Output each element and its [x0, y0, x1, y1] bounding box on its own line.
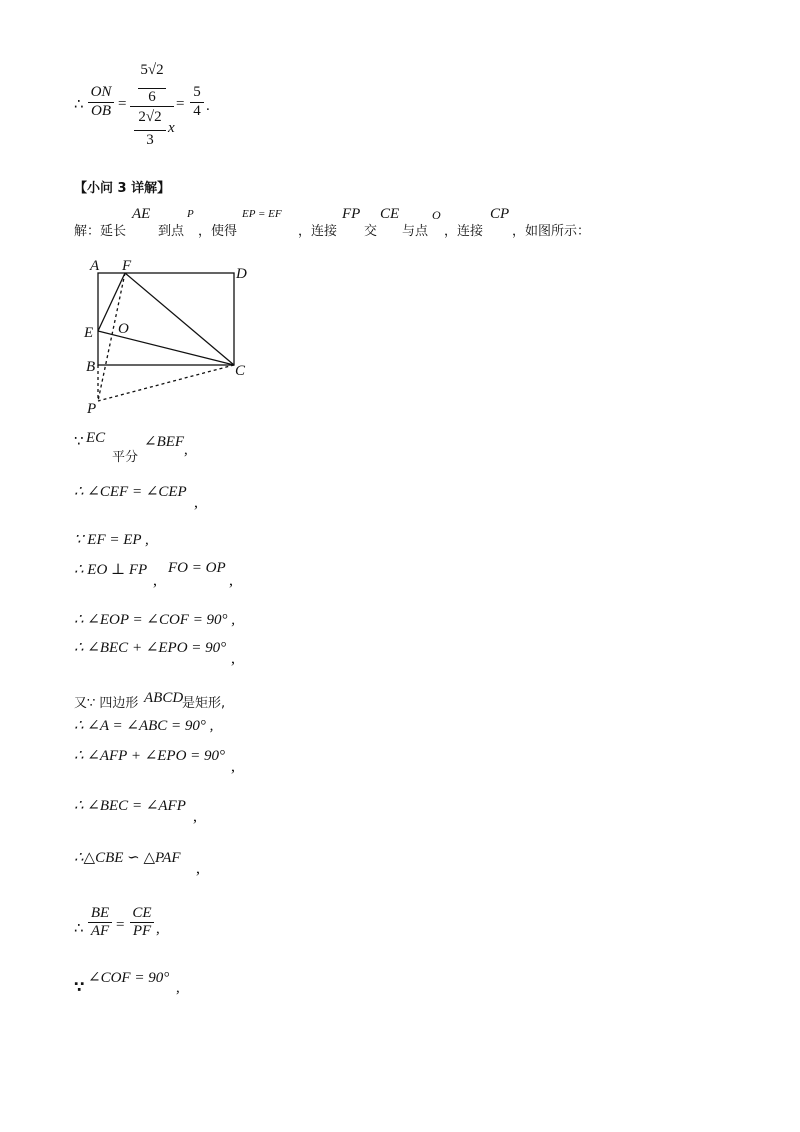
- section-title: 【小问 3 详解】: [74, 181, 171, 196]
- step-6-comma: ,: [231, 650, 235, 667]
- step-8: ∴ ∠A = ∠ABC = 90° ,: [74, 718, 214, 734]
- step-3: ∵ EF = EP ,: [74, 532, 149, 548]
- step-4b: FO = OP: [168, 560, 226, 576]
- label-p: P: [87, 401, 97, 417]
- step-10: ∴ ∠BEC = ∠AFP: [74, 798, 186, 814]
- step-1: ∵ EC 平分 ∠BEF ,: [74, 430, 188, 465]
- step-2: ∴ ∠CEF = ∠CEP: [74, 484, 187, 500]
- label-f: F: [122, 258, 132, 274]
- eq1-rhs-numerator: 5: [193, 84, 201, 100]
- eq1-rhs-denominator: 4: [190, 102, 204, 120]
- step-2-comma: ,: [194, 494, 198, 511]
- step-10-comma: ,: [193, 808, 197, 825]
- step-9: ∴ ∠AFP + ∠EPO = 90°: [74, 748, 226, 764]
- step-6: ∴ ∠BEC + ∠EPO = 90°: [74, 640, 227, 656]
- label-o: O: [118, 321, 129, 337]
- eq1-var-x: x: [168, 120, 175, 136]
- step-4a: ∴ EO ⊥ FP: [74, 562, 148, 578]
- eq1-big-denominator: 2√2: [138, 109, 162, 125]
- geometry-figure: [80, 255, 260, 420]
- eq1-equals2: =: [176, 96, 185, 112]
- label-d: D: [236, 266, 247, 282]
- solution-intro: 解：延长 AE 到点 P ，使得 EP = EF ，连接 FP 交 CE 与点 O ，连接 CP ，如图所示：: [74, 206, 591, 239]
- eq1-big-numerator-den: 6: [138, 88, 166, 106]
- label-c: C: [235, 363, 246, 379]
- eq1-equals: =: [118, 96, 127, 112]
- step-7: 又∵ 四边形 ABCD 是矩形,: [74, 690, 226, 711]
- step-12: ∴ BE AF = CE PF ,: [74, 905, 160, 939]
- segment-cp-dashed: [98, 365, 234, 401]
- label-b: B: [86, 359, 96, 375]
- step-9-comma: ,: [231, 758, 235, 775]
- label-a: A: [90, 258, 100, 274]
- eq1-big-numerator: 5√2: [140, 62, 164, 78]
- therefore-symbol: ∴: [74, 95, 84, 113]
- step-11-comma: ,: [196, 860, 200, 877]
- step-4-comma: ,: [153, 572, 157, 589]
- step-13: ∵ ∠COF = 90° ,: [74, 970, 180, 996]
- label-e: E: [84, 325, 94, 341]
- eq1-main-fraction-bar: [130, 106, 174, 107]
- step-11: ∴△CBE ∽ △PAF: [74, 850, 181, 866]
- eq1-lhs-denominator: OB: [88, 102, 114, 120]
- eq1-lhs-numerator: ON: [90, 84, 112, 100]
- eq1-period: .: [206, 98, 210, 114]
- eq1-big-denominator-den: [134, 130, 166, 131]
- step-5: ∴ ∠EOP = ∠COF = 90° ,: [74, 612, 236, 628]
- step-4-comma2: ,: [229, 572, 233, 589]
